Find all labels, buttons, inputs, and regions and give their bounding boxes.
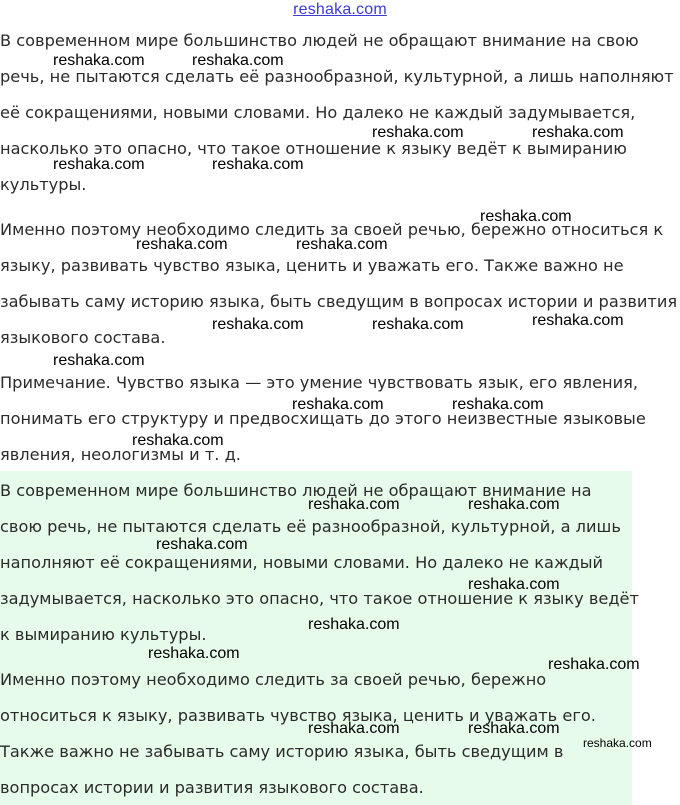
highlighted-line: Также важно не забывать саму историю языка, быть сведущим в bbox=[0, 742, 564, 761]
watermark: reshaka.com bbox=[53, 156, 145, 173]
text-line: насколько это опасно, что такое отношение к языку ведёт к вымиранию bbox=[0, 139, 627, 158]
watermark: reshaka.com bbox=[296, 236, 388, 253]
highlighted-line: наполняют её сокращениями, новыми словами. Но далеко не каждый bbox=[0, 553, 604, 572]
watermark: reshaka.com bbox=[53, 52, 145, 69]
highlighted-line: вопросах истории и развития языкового состава. bbox=[0, 778, 424, 797]
watermark: reshaka.com bbox=[532, 312, 624, 329]
watermark: reshaka.com bbox=[372, 316, 464, 333]
highlighted-line: свою речь, не пытаются сделать её разнообразной, культурной, а лишь bbox=[0, 517, 621, 536]
text-line: языкового состава. bbox=[0, 328, 166, 347]
text-line: забывать саму историю языка, быть сведущим в вопросах истории и развития bbox=[0, 292, 678, 311]
watermark: reshaka.com bbox=[136, 236, 228, 253]
watermark: reshaka.com bbox=[468, 576, 560, 593]
text-line: Примечание. Чувство языка — это умение чувствовать язык, его явления, bbox=[0, 373, 639, 392]
text-line: понимать его структуру и предвосхищать до этого неизвестные языковые bbox=[0, 409, 646, 428]
highlighted-line: к вымиранию культуры. bbox=[0, 625, 207, 644]
watermark: reshaka.com bbox=[148, 645, 240, 662]
watermark: reshaka.com bbox=[583, 736, 652, 750]
watermark: reshaka.com bbox=[308, 496, 400, 513]
highlighted-line: В современном мире большинство людей не обращают внимание на bbox=[0, 481, 592, 500]
watermark: reshaka.com bbox=[372, 124, 464, 141]
highlighted-line: относиться к языку, развивать чувство языка, ценить и уважать его. bbox=[0, 706, 596, 725]
watermark: reshaka.com bbox=[468, 496, 560, 513]
watermark: reshaka.com bbox=[468, 720, 560, 737]
text-line: речь, не пытаются сделать её разнообразной, культурной, а лишь наполняют bbox=[0, 67, 674, 86]
text-line: языку, развивать чувство языка, ценить и уважать его. Также важно не bbox=[0, 256, 624, 275]
watermark: reshaka.com bbox=[548, 656, 640, 673]
site-header-link[interactable]: reshaka.com bbox=[293, 1, 387, 18]
watermark: reshaka.com bbox=[212, 156, 304, 173]
watermark: reshaka.com bbox=[452, 396, 544, 413]
watermark: reshaka.com bbox=[308, 720, 400, 737]
watermark: reshaka.com bbox=[53, 352, 145, 369]
highlighted-line: Именно поэтому необходимо следить за своей речью, бережно bbox=[0, 670, 547, 689]
highlighted-line: задумывается, насколько это опасно, что такое отношение к языку ведёт bbox=[0, 589, 639, 608]
watermark: reshaka.com bbox=[192, 52, 284, 69]
watermark: reshaka.com bbox=[532, 124, 624, 141]
watermark: reshaka.com bbox=[480, 208, 572, 225]
watermark: reshaka.com bbox=[156, 536, 248, 553]
watermark: reshaka.com bbox=[132, 432, 224, 449]
text-line: явления, неологизмы и т. д. bbox=[0, 445, 241, 464]
watermark: reshaka.com bbox=[212, 316, 304, 333]
watermark: reshaka.com bbox=[292, 396, 384, 413]
watermark: reshaka.com bbox=[308, 616, 400, 633]
text-line: её сокращениями, новыми словами. Но далеко не каждый задумывается, bbox=[0, 103, 636, 122]
text-line: Именно поэтому необходимо следить за своей речью, бережно относиться к bbox=[0, 220, 664, 239]
text-line: В современном мире большинство людей не обращают внимание на свою bbox=[0, 31, 639, 50]
text-line: культуры. bbox=[0, 175, 87, 194]
